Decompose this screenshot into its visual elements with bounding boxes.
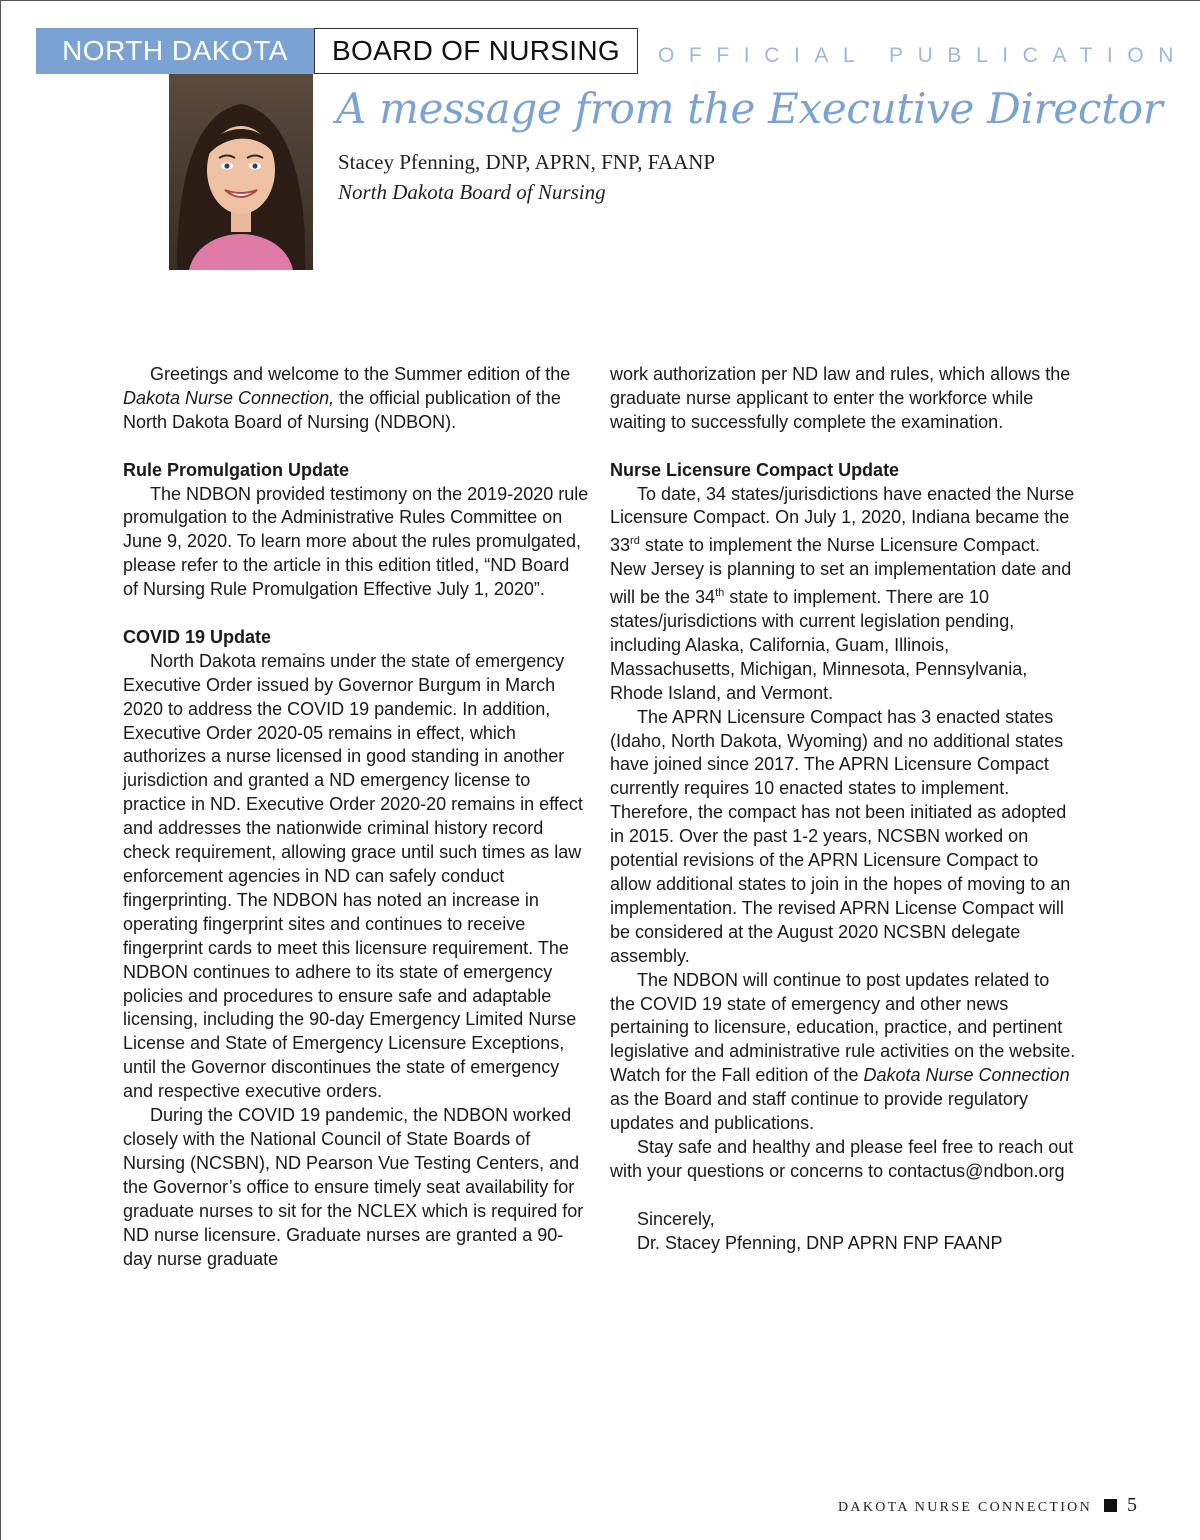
updates-text-2: as the Board and staff continue to provide regulatory updates and publications. — [610, 1089, 1028, 1134]
author-portrait — [169, 74, 313, 270]
page-border-top — [0, 0, 1200, 1]
ordinal-superscript: th — [715, 587, 725, 600]
publication-name: Dakota Nurse Connection — [863, 1065, 1070, 1086]
author-organization: North Dakota Board of Nursing — [338, 180, 606, 204]
footer-publication-name: DAKOTA NURSE CONNECTION — [838, 1500, 1092, 1515]
intro-text-2: the official publication of the North Dakota Board of Nursing (NDBON). — [123, 387, 561, 432]
nlc-text-3: state to implement. There are 10 states/jurisdictions with current legislation pending, including Alaska, California, Guam, Illinois, Massachusetts, Michigan, Minnesota, Pennsylvania, Rhode Island, and Vermont. — [610, 587, 1028, 703]
page-number: 5 — [1127, 1494, 1137, 1516]
page-footer — [838, 1494, 1137, 1517]
article-column-right — [610, 363, 1076, 1256]
page-border-left — [0, 0, 1, 1540]
aprn-compact-paragraph: The APRN Licensure Compact has 3 enacted states (Idaho, North Dakota, Wyoming) and no additional states have joined since 2017. The APRN Licensure Compact currently requires 10 enacted states to implement. Therefore, the compact has not been initiated as adopted in 2015. Over the past 1-2 years, NCSBN worked on potential revisions of the APRN Licensure Compact to allow additional states to join in the hopes of moving to an implementation. The revised APRN License Compact will be considered at the August 2020 NCSBN delegate assembly. — [610, 706, 1071, 966]
updates-text-1: The NDBON will continue to post updates related to the COVID 19 state of emergency and other news pertaining to licensure, education, practice, and pertinent legislative and administrative rule activities on the website. Watch for the Fall edition of the — [610, 969, 1076, 1086]
intro-text-1: Greetings and welcome to the Summer edition of the — [150, 364, 571, 384]
nlc-text-2: state to implement the Nurse Licensure Compact. New Jersey is planning to set an implementation date and will be the 34 — [610, 535, 1072, 608]
signature: Dr. Stacey Pfenning, DNP APRN FNP FAANP — [637, 1232, 1003, 1253]
nlc-text-1: To date, 34 states/jurisdictions have enacted the Nurse Licensure Compact. On July 1, 2020, Indiana became the 33 — [610, 483, 1075, 556]
continued-paragraph: work authorization per ND law and rules, which allows the graduate nurse applicant to enter the workforce while waiting to successfully complete the examination. — [610, 364, 1071, 432]
rule-promulgation-paragraph: The NDBON provided testimony on the 2019-2020 rule promulgation to the Administrative Rules Committee on June 9, 2020. To learn more about the rules promulgated, please refer to the article in this edition titled, “ND Board of Nursing Rule Promulgation Effective July 1, 2020”. — [123, 483, 589, 600]
covid-paragraph-2: During the COVID 19 pandemic, the NDBON worked closely with the National Council of State Boards of Nursing (NCSBN), ND Pearson Vue Testing Centers, and the Governor’s office to ensure timely seat availability for graduate nurses to sit for the NCLEX which is required for ND nurse licensure. Graduate nurses are granted a 90-day nurse graduate — [123, 1105, 584, 1269]
author-name: Stacey Pfenning, DNP, APRN, FNP, FAANP — [338, 150, 716, 174]
nlc-paragraph — [610, 483, 1076, 706]
sign-off: Sincerely, — [637, 1208, 715, 1229]
author-portrait-illustration — [169, 74, 313, 270]
intro-paragraph — [123, 363, 589, 435]
updates-paragraph — [610, 969, 1076, 1136]
footer-square-icon — [1104, 1499, 1117, 1512]
section-heading-covid: COVID 19 Update — [123, 626, 272, 647]
covid-paragraph-1: North Dakota remains under the state of emergency Executive Order issued by Governor Burgum in March 2020 to address the COVID 19 pandemic. In addition, Executive Order 2020-05 remains in effect, which authorizes a nurse licensed in good standing in another jurisdiction and granted a ND emergency license to practice in ND. Executive Order 2020-20 remains in effect and addresses the nationwide criminal history record check requirement, allowing grace until such times as law enforcement agencies in ND can safely conduct fingerprinting. The NDBON has noted an increase in operating fingerprint sites and continues to receive fingerprint cards to meet this licensure requirement. The NDBON continues to adhere to its state of emergency policies and procedures to ensure safe and adaptable licensing, including the 90-day Emergency Limited Nurse License and State of Emergency Licensure Exceptions, until the Governor discontinues the state of emergency and respective executive orders. — [123, 650, 583, 1102]
official-publication-tagline: OFFICIAL PUBLICATION — [658, 44, 1189, 67]
section-heading-rule-promulgation: Rule Promulgation Update — [123, 459, 350, 480]
brand-board-of-nursing: BOARD OF NURSING — [314, 28, 638, 74]
article-column-left — [123, 363, 589, 1271]
section-heading-nurse-licensure-compact: Nurse Licensure Compact Update — [610, 459, 900, 480]
brand-north-dakota: NORTH DAKOTA — [36, 28, 314, 74]
closing-paragraph: Stay safe and healthy and please feel free to reach out with your questions or concerns to contactus@ndbon.org — [610, 1136, 1074, 1181]
ordinal-superscript: rd — [630, 535, 640, 548]
publication-name: Dakota Nurse Connection, — [123, 387, 335, 408]
article-title: A message from the Executive Director — [336, 84, 1163, 133]
